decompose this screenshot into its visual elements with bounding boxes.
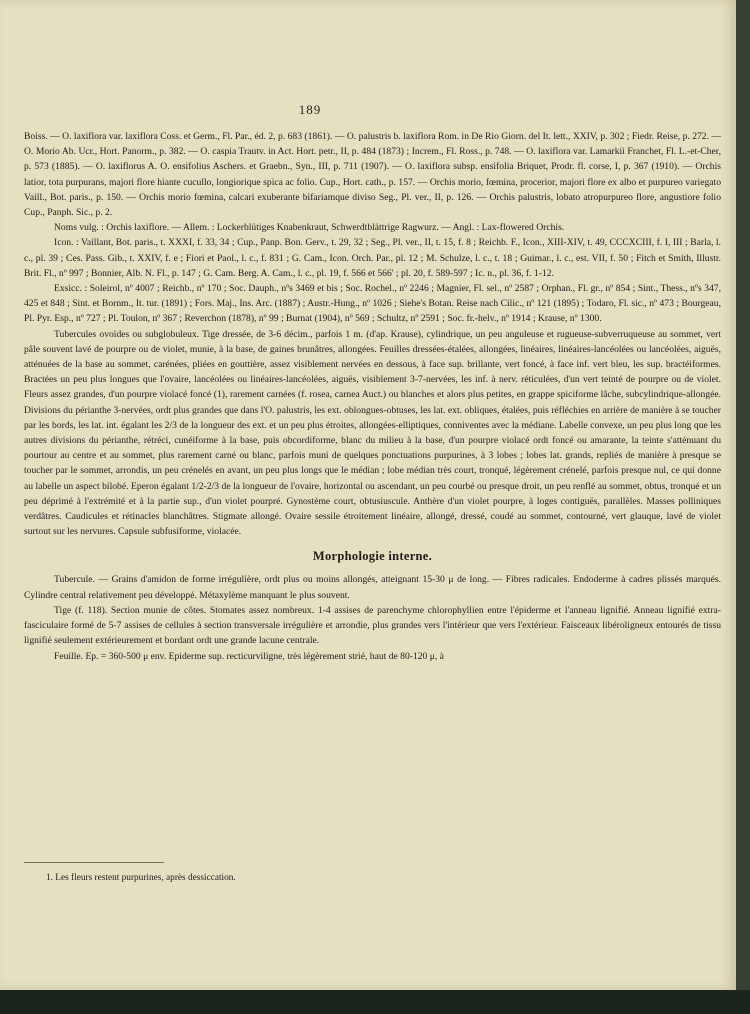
page-number: 189 [298, 102, 322, 117]
footnote-rule [24, 862, 164, 863]
synonymy-paragraph: Boiss. — O. laxiflora var. laxiflora Coss. et Germ., Fl. Par., éd. 2, p. 683 (1861). — O. palustris b. laxiflora Rom. in De Rio Giorn. del It. lett., XXIV, p. 302 ; Fiedr. Reise, p. 272. — O. Morio Ab. Ucr., Hort. Panorm., p. 382. — O. caspia Trautv. in Act. Hort. petr., II, p. 484 (1873) ; Increm., Fl. Ross., p. 748. — O. laxiflora var. Lamarkii Franchet, Fl. L.-et-Cher, p. 573 (1885). — O. laxiflorus A. O. ensifolius Aschers. et Graebn., Syn., III, p. 711 (1907). — O. laxiflora subsp. ensifolia Briquet, Prodr. fl. corse, I, p. 367 (1910). — Orchis latior, tota purpurans, majori flore hiante cucullo, longiorique spica ac folio. Cup., Hort. cath., p. 157. — Orchis morio, fœmina, procerior, majori flore ex albo et purpureo variegato Vaill., Bot. paris., p. 150. — Orchis morio fœmina, calcari exuberante bifariamque diviso Seg., Pl. ver., II, p. 126. — Orchis palustris, lobato atropurpureo flore, angustiore folio Cup., Panph. Sic., p. 2. [24, 131, 721, 219]
exsiccata-paragraph: Exsicc. : Soleirol, nº 4007 ; Reichb., nº 170 ; Soc. Dauph., nºs 3469 et bis ; Soc. Rochel., nº 2246 ; Magnier, Fl. sel., nº 2587 ; Orphan., Fl. gr., nº 854 ; Sint., Thess., nºs 347, 425 et 848 ; Sint. et Bornm., It. tur. (1891) ; Fors. Maj., Ins. Arc. (1887) ; Austr.-Hung., nº 1026 ; Siehe's Botan. Reise nach Cilic., nº 121 (1895) ; Todaro, Fl. sic., nº 473 ; Bourgeau, Pl. Pyr. Esp., nº 727 ; Pl. Toulon, nº 367 ; Reverchon (1878), nº 99 ; Burnat (1904), nº 569 ; Schultz, nº 2591 ; Soc. fr.-helv., nº 1914 ; Krause, nº 1300. [24, 283, 721, 325]
common-names-paragraph: Noms vulg. : Orchis laxiflore. — Allem. : Lockerblütiges Knabenkraut, Schwerdtblättrige Ragwurz. — Angl. : Lax-flowered Orchis. [54, 222, 565, 234]
description-paragraph: Tubercules ovoïdes ou subglobuleux. Tige dressée, de 3-6 décim., parfois 1 m. (d'ap. Krause), cylindrique, un peu anguleuse et rugueuse-subverruqueuse au sommet, vert pâle souvent lavé de pourpre ou de violet, munie, à la base, de gaines brunâtres, allongées. Feuilles dressées-étalées, allongées, linéaires, linéaires-lancéolées ou lancéolées, aiguës, atténuées de la base au sommet, carénées, pliées en gouttière, assez visiblement nervées en dessous, à face sup. brillante, vert foncé, à face inf. vert bleu, les sup. bractéiformes. Bractées un peu plus longues que l'ovaire, lancéolées ou linéaires-lancéolées, aiguës, visiblement 3-7-nervées, les inf. à nerv. réticulées, d'un vert teinté de pourpre ou de violet. Fleurs assez grandes, d'un pourpre violacé foncé (1), rarement carnées (f. rosea, carnea Auct.) ou blanches et alors plus petites, en grappe spiciforme lâche, subcylindrique-allongée. Divisions du périanthe 3-nervées, ordt plus grandes que dans l'O. palustris, les ext. oblongues-obtuses, les lat. ext. obliques, étalées, puis réfléchies en arrière de manière à se toucher par les bords, les lat. int. égalant les 2/3 de la longueur des ext. et un peu plus étroites, allongées-elliptiques, conniventes avec la médiane. Labelle convexe, un peu plus long que les autres divisions du périanthe, rétréci, cunéiforme à la base, puis obcordiforme, blanc du milieu à la base, d'un pourpre violacé ordt foncé ou amarante, la teinte s'atténuant du pourtour au centre et au sommet, plus rarement carné ou blanc, parfois muni de quelques ponctuations purpurines, à 3 lobes ; lobes lat. grands, repliés de manière à presque se toucher par le sommet, arrondis, un peu crénelés en avant, un peu plus longs que le médian ; lobe médian très court, tronqué, légèrement crénelé, parfois presque nul, ce qui donne au labelle un aspect bilobé. Eperon égalant 1/2-2/3 de la longueur de l'ovaire, horizontal ou ascendant, un peu courbé ou presque droit, un peu renflé au sommet, obtus, tronqué et un peu déprimé à l'extrémité et à la partie sup., d'un violet pourpré. Gynostème court, obtusiuscule. Anthère d'un violet pourpre, à loges contiguës, parallèles. Masses polliniques verdâtres. Caudicules et rétinacles blanchâtres. Stigmate allongé. Ovaire sessile étroitement linéaire, allongé, dressé, coudé au sommet, contourné, vert glauque, lavé de violet surtout sur les nervures. Capsule subfusiforme, violacée. [24, 328, 721, 538]
tubercle-paragraph: Tubercule. — Grains d'amidon de forme irrégulière, ordt plus ou moins allongés, atteignant 15-30 μ de long. — Fibres radicales. Endoderme à cadres plissés marqués. Cylindre central relativement peu développé. Métaxylème manquant le plus souvent. [24, 574, 721, 601]
iconography-paragraph: Icon. : Vaillant, Bot. paris., t. XXXI, f. 33, 34 ; Cup., Panp. Bon. Gerv., t. 29, 32 ; Seg., Pl. ver., II, t. 15, f. 8 ; Reichb. F., Icon., XIII-XIV, t. 49, CCCXCIII, f. I, III ; Barla, l. c., pl. 39 ; Ces. Pass. Gib., t. XXIV, f. e ; Fiori et Paol., l. c., f. 831 ; G. Cam., Icon. Orch. Par., pl. 12 ; M. Schulze, l. c., t. 18 ; Guimar., l. c., est. VII, f. 50 ; Fitch et Smith, Illustr. Brit. Fl., nº 997 ; Bonnier, Alb. N. Fl., p. 147 ; G. Cam. Berg. A. Cam., l. c., pl. 19, f. 566 et 566' ; pl. 20, f. 589-597 ; Ic. n., pl. 36, f. 1-12. [24, 237, 721, 279]
stem-paragraph: Tige (f. 118). Section munie de côtes. Stomates assez nombreux. 1-4 assises de parenchyme chlorophyllien entre l'épiderme et l'anneau lignifié. Anneau lignifié extra-fasciculaire formé de 5-7 assises de cellules à section transversale irrégulière et arrondie, plus grandes vers l'intérieur que vers l'extérieur. Faisceaux libéroligneux entourés de tissu lignifié seulement extérieurement et bordant ordt une grande lacune centrale. [24, 604, 721, 647]
bottom-edge [0, 990, 750, 1014]
page-edge [736, 0, 750, 990]
body-text [24, 129, 721, 664]
section-heading: Morphologie interne. [312, 549, 433, 564]
footnote: 1. Les fleurs restent purpurines, après dessiccation. [46, 873, 236, 883]
leaf-paragraph: Feuille. Ep. = 360-500 μ env. Epiderme sup. recticurviligne, très légèrement strié, haut de 80-120 μ, à [54, 650, 444, 662]
